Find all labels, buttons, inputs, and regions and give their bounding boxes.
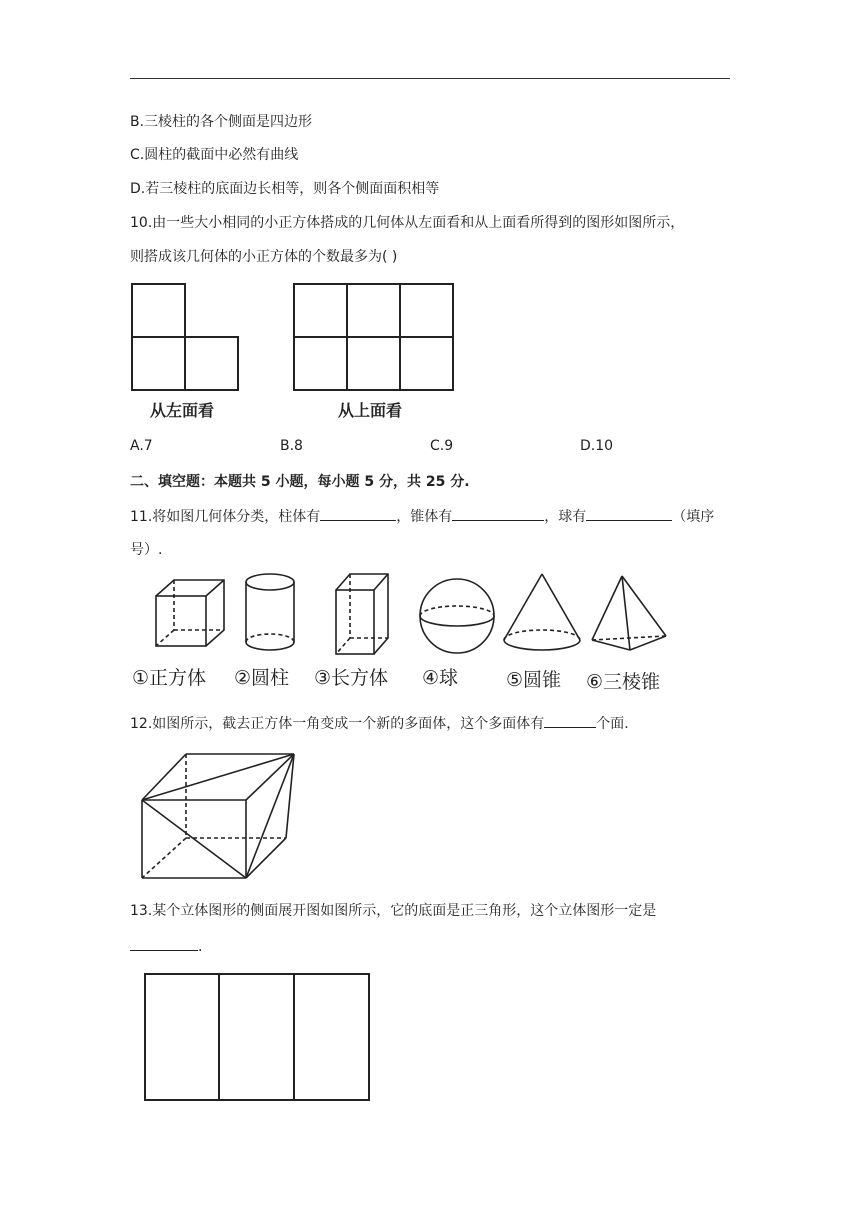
q11-prefix: 11.将如图几何体分类，柱体有 xyxy=(130,509,321,525)
q11-blank-sphere xyxy=(586,506,672,521)
cone-shape xyxy=(504,574,580,650)
q10-option-c: C.9 xyxy=(430,438,454,454)
top-view-square xyxy=(347,337,400,390)
lateral-face xyxy=(294,974,369,1100)
q10-stem-line2: 则搭成该几何体的小正方体的个数最多为( ) xyxy=(130,249,398,265)
q13-suffix: . xyxy=(198,939,203,955)
q12-prefix: 12.如图所示，截去正方体一角变成一个新的多面体，这个多面体有 xyxy=(130,716,545,732)
q12-truncated-cube-figure xyxy=(138,748,306,886)
shape-label-cylinder: ②圆柱 xyxy=(234,667,290,689)
q10-option-a: A.7 xyxy=(130,438,153,454)
q13-blank xyxy=(130,936,198,951)
lateral-face xyxy=(219,974,294,1100)
shape-label-cone: ⑤圆锥 xyxy=(506,669,562,691)
q11-blank-prism xyxy=(320,506,396,521)
q9-option-b: B.三棱柱的各个侧面是四边形 xyxy=(130,114,313,130)
left-view-square xyxy=(185,337,238,390)
shape-label-cuboid: ③长方体 xyxy=(314,667,389,689)
top-view-square xyxy=(347,284,400,337)
q9-option-c: C.圆柱的截面中必然有曲线 xyxy=(130,147,299,163)
q11-stem-line1 xyxy=(130,506,714,527)
q11-blank-cone xyxy=(452,506,544,521)
q13-stem-line1: 13.某个立体图形的侧面展开图如图所示，它的底面是正三角形，这个立体图形一定是 xyxy=(130,903,657,919)
q10-views-figure xyxy=(130,282,450,422)
q12-suffix: 个面. xyxy=(596,716,629,732)
q11-solids-figure xyxy=(130,568,680,698)
left-view-label: 从左面看 xyxy=(150,401,215,420)
left-view-square xyxy=(132,284,185,337)
top-view-square xyxy=(400,337,453,390)
shape-label-pyramid: ⑥三棱锥 xyxy=(586,671,661,693)
cuboid-shape xyxy=(336,574,388,654)
section-2-heading: 二、填空题：本题共 5 小题，每小题 5 分，共 25 分. xyxy=(130,474,470,490)
q11-mid2: ，球有 xyxy=(544,509,587,525)
q13-stem-line2 xyxy=(130,936,202,957)
sphere-shape xyxy=(420,579,494,653)
q11-stem-line2: 号）. xyxy=(130,542,163,558)
top-view-square xyxy=(294,284,347,337)
left-view-square xyxy=(132,337,185,390)
q12-blank xyxy=(544,713,596,728)
triangular-pyramid-shape xyxy=(592,576,666,650)
cube-shape xyxy=(156,580,224,646)
q13-lateral-net-figure xyxy=(143,972,371,1104)
q11-mid1: ，锥体有 xyxy=(396,509,453,525)
q10-option-b: B.8 xyxy=(280,438,303,454)
q10-option-d: D.10 xyxy=(580,438,614,454)
shape-label-cube: ①正方体 xyxy=(132,667,207,689)
header-rule xyxy=(130,78,730,79)
q10-stem-line1: 10.由一些大小相同的小正方体搭成的几何体从左面看和从上面看所得到的图形如图所示， xyxy=(130,215,685,231)
shape-label-sphere: ④球 xyxy=(422,667,459,689)
q9-option-d: D.若三棱柱的底面边长相等，则各个侧面面积相等 xyxy=(130,181,440,197)
cylinder-shape xyxy=(246,574,294,650)
top-view-square xyxy=(294,337,347,390)
top-view-label: 从上面看 xyxy=(338,401,403,420)
q12-stem xyxy=(130,713,629,734)
lateral-face xyxy=(145,974,219,1100)
q11-suffix: （填序 xyxy=(672,509,715,525)
top-view-square xyxy=(400,284,453,337)
